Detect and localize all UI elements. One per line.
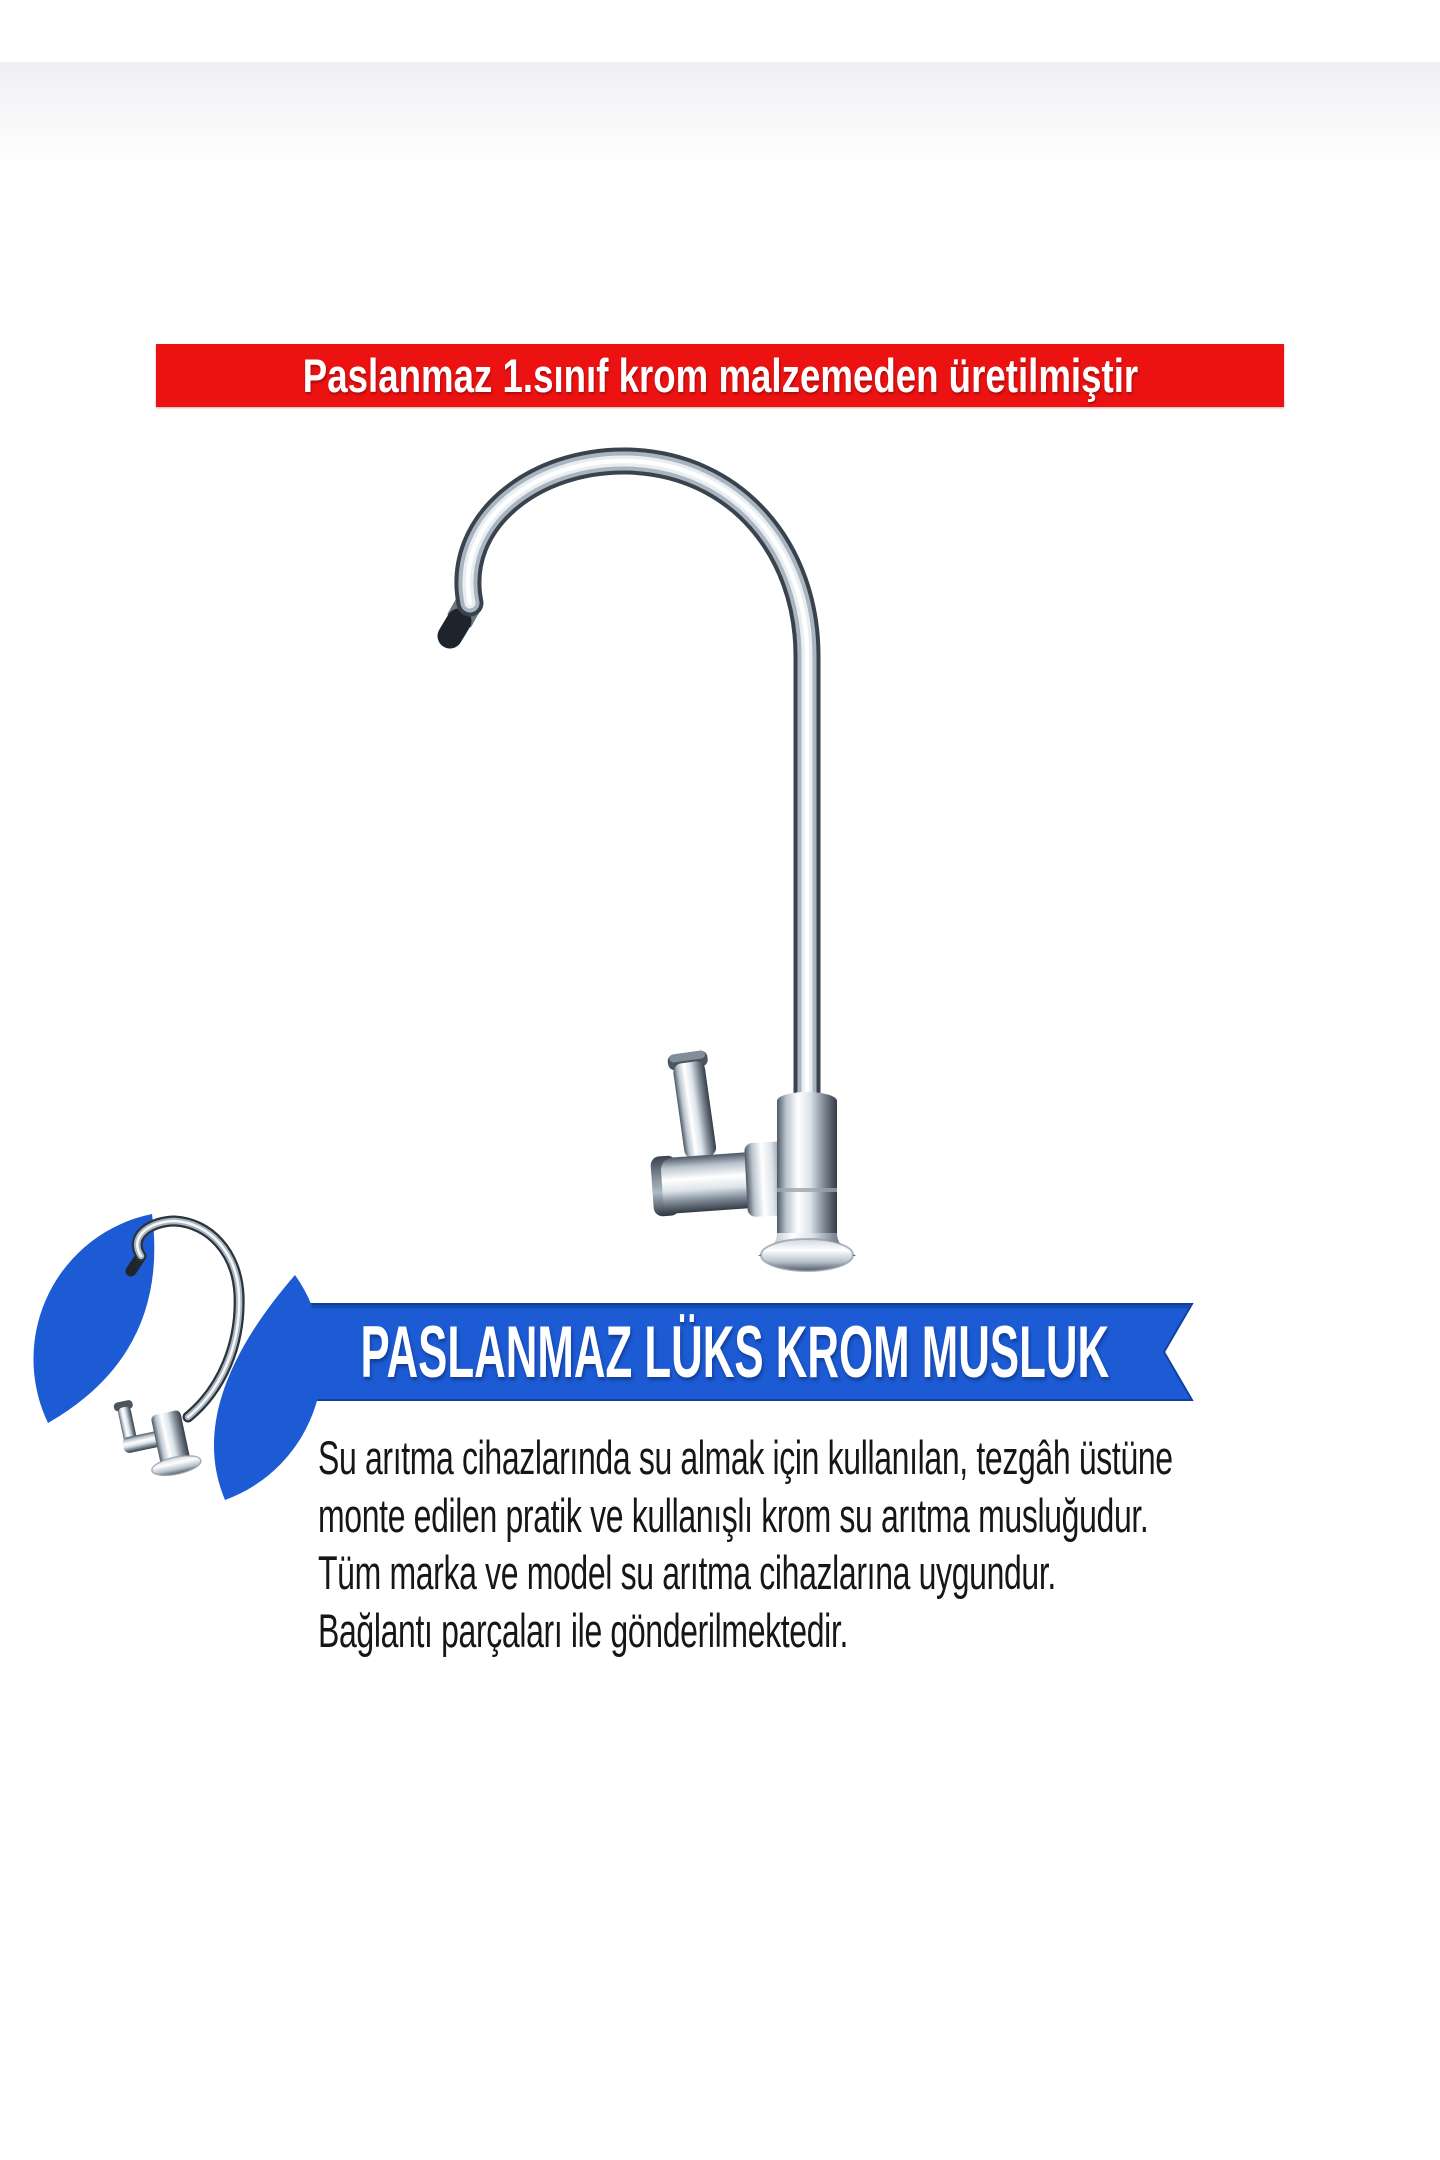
faucet-photo bbox=[450, 461, 856, 1271]
faucet-handle-grip bbox=[667, 1050, 721, 1161]
faucet-base bbox=[761, 1239, 853, 1271]
faucet-spout-tip bbox=[450, 621, 459, 636]
description-line: Su arıtma cihazlarında su almak için kullanılan, tezgâh üstüne bbox=[318, 1431, 1173, 1484]
ribbon-banner-label: PASLANMAZ LÜKS KROM MUSLUK bbox=[360, 1311, 1110, 1393]
product-description bbox=[318, 1429, 1173, 1659]
ribbon-flag bbox=[305, 1304, 1192, 1400]
badge-right-crescent bbox=[214, 1275, 323, 1500]
description-line: Tüm marka ve model su arıtma cihazlarına uygundur. bbox=[318, 1546, 1056, 1599]
top-banner bbox=[156, 344, 1284, 407]
faucet-gooseneck-tube bbox=[468, 461, 807, 1103]
description-line: monte edilen pratik ve kullanışlı krom su arıtma musluğudur. bbox=[318, 1488, 1149, 1542]
faucet-badge bbox=[33, 1214, 322, 1500]
ribbon-banner-shape bbox=[305, 1304, 1192, 1400]
top-banner-label: Paslanmaz 1.sınıf krom malzemeden üretilmiştir bbox=[302, 349, 1138, 402]
description-line: Bağlantı parçaları ile gönderilmektedir. bbox=[318, 1603, 849, 1657]
